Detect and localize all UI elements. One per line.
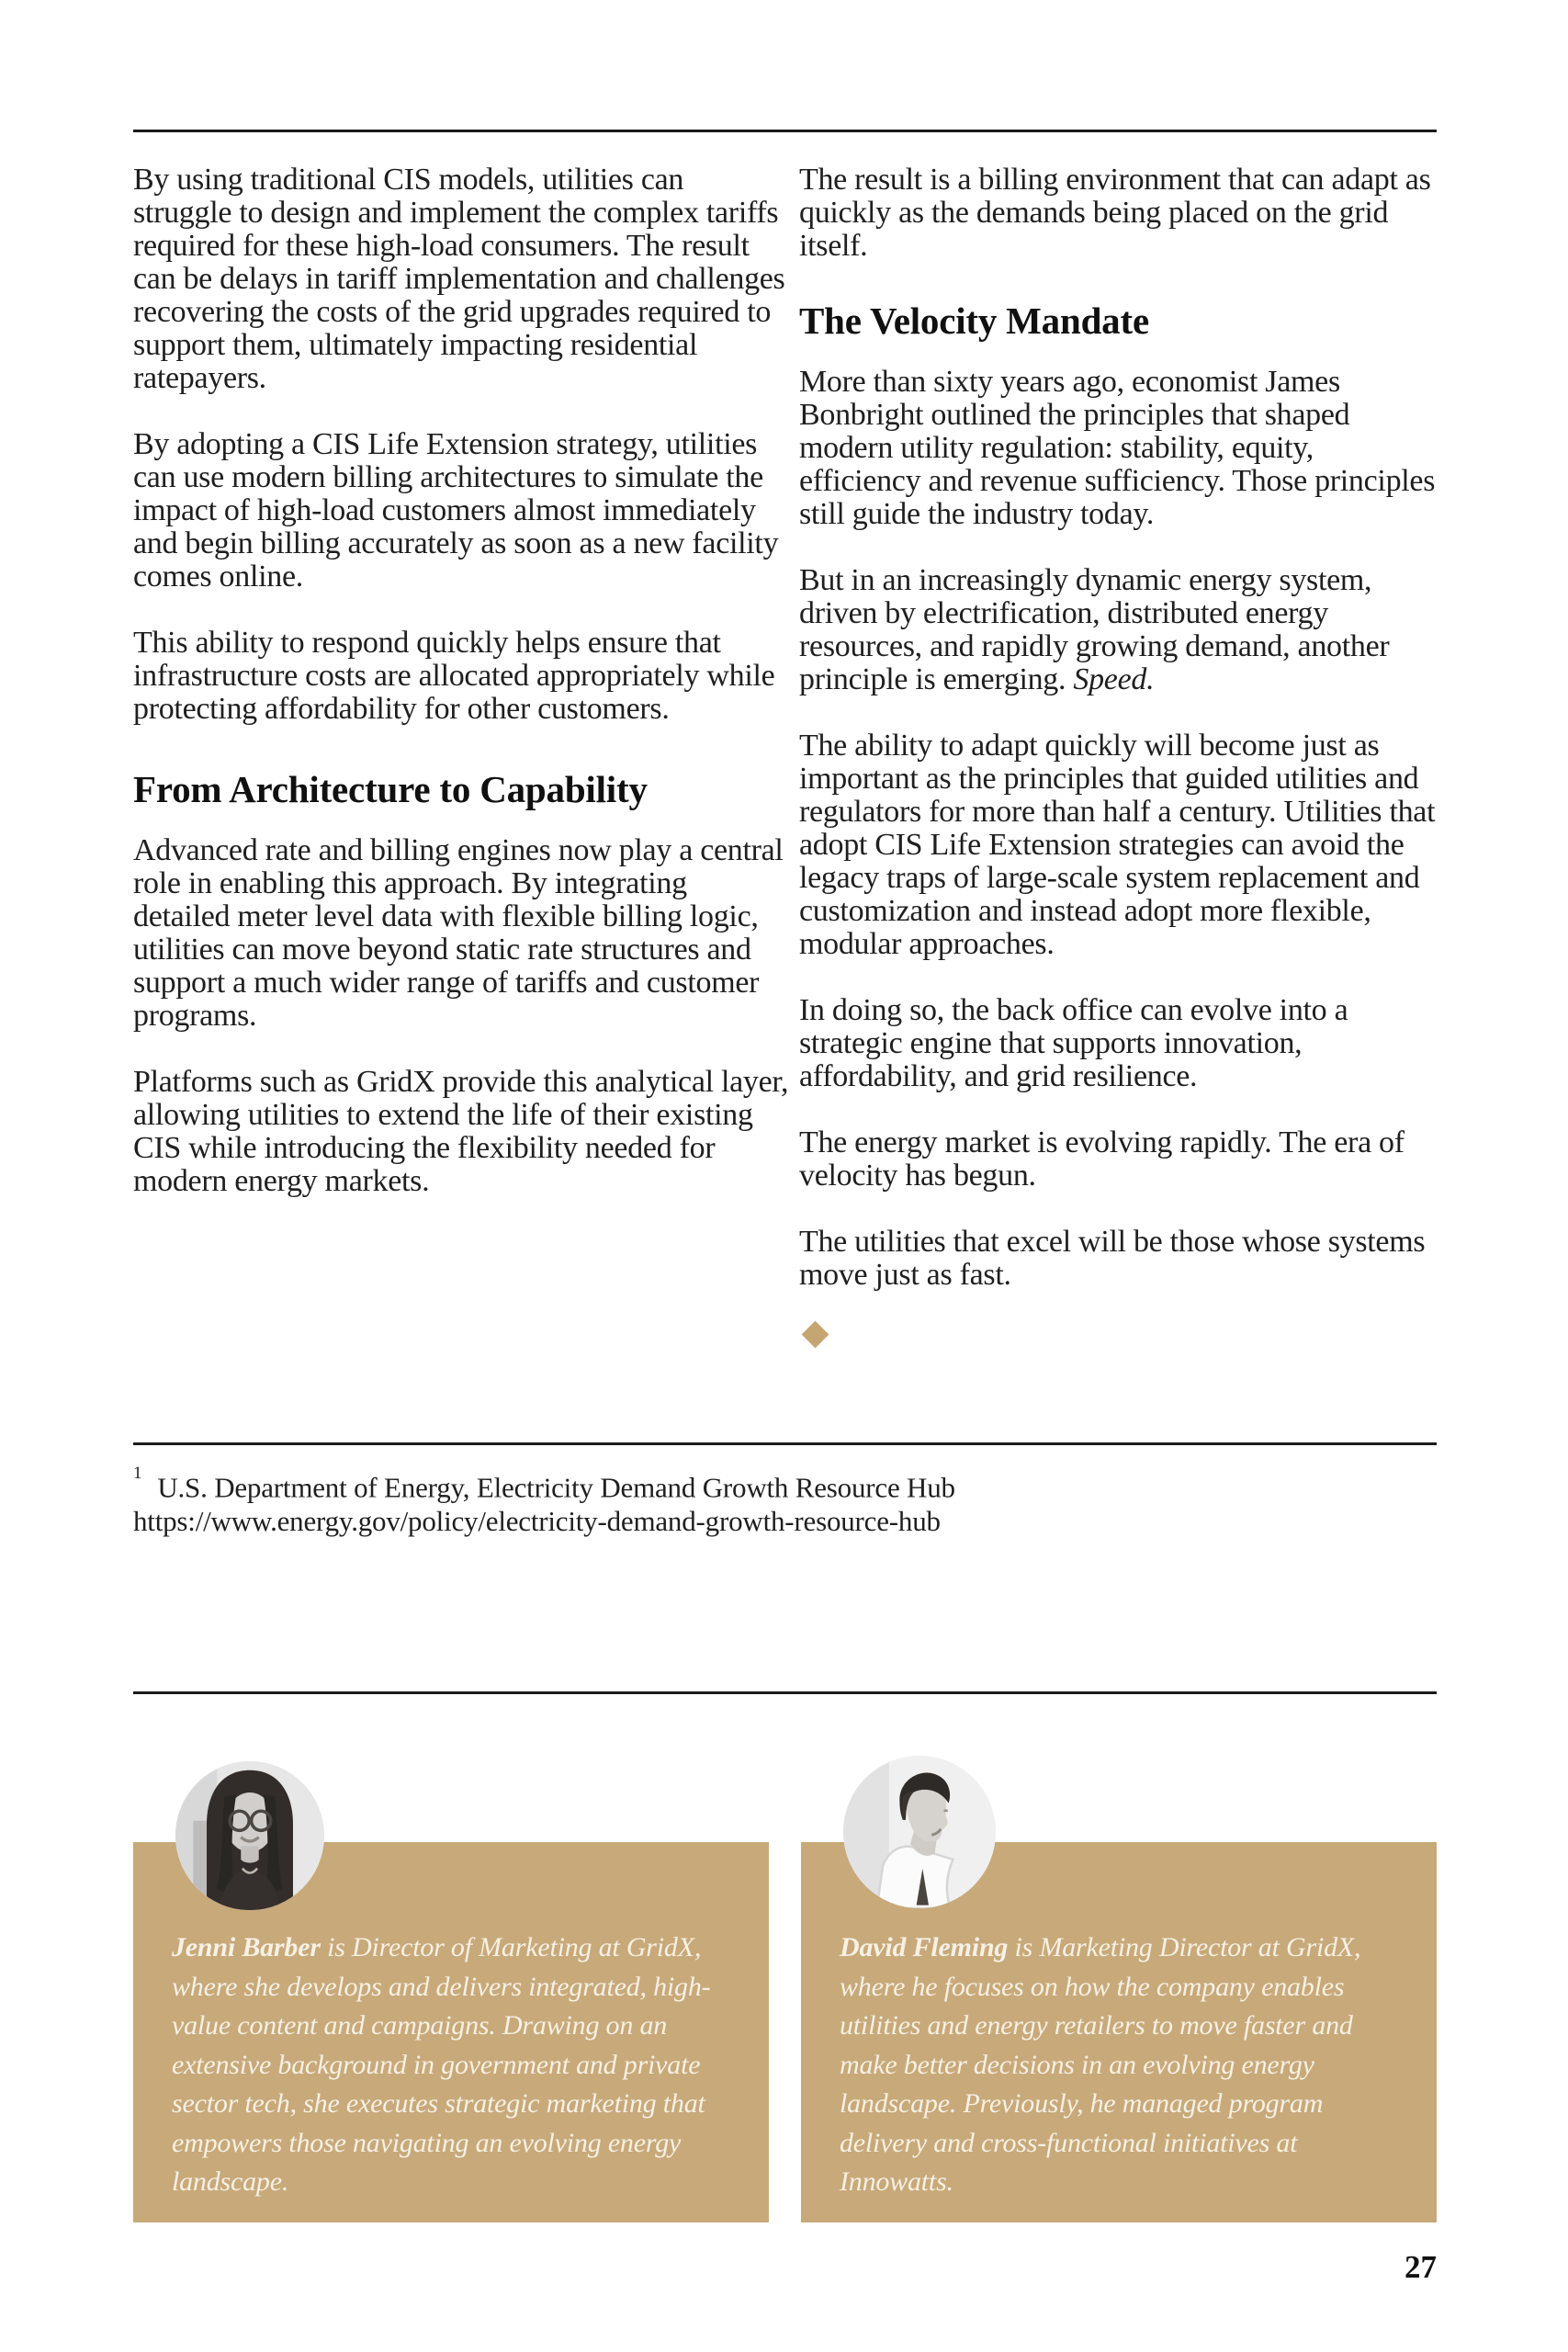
speed-emphasis: Speed. [1073,662,1155,696]
section-heading-architecture-to-capability: From Architecture to Capability [133,768,648,810]
body-paragraph: In doing so, the back office can evolve into a strategic engine that supports innovation, affordability, and grid resilience. [799,993,1348,1093]
body-paragraph: By adopting a CIS Life Extension strategy, utilities can use modern billing architectures to simulate the impact of high-load customers almost immediately and begin billing accurately as soon as a new facility comes online. [133,427,779,594]
body-paragraph: The result is a billing environment that can adapt as quickly as the demands being placed on the grid itself. [799,163,1431,263]
top-divider-rule [133,130,1437,132]
section-heading-velocity-mandate: The Velocity Mandate [799,300,1149,342]
body-paragraph: This ability to respond quickly helps ensure that infrastructure costs are allocated appropriately while protecting affordability for other customers. [133,626,775,726]
footnote-divider-rule [133,1442,1437,1445]
footnote-marker: 1 [133,1464,142,1483]
page-number: 27 [1404,2249,1437,2285]
body-paragraph: More than sixty years ago, economist James Bonbright outlined the principles that shaped modern utility regulation: stability, equity, efficiency and revenue sufficiency. Those principles still guide the industry today. [799,365,1436,531]
right-text-column [799,164,1442,1344]
footnote-source: U.S. Department of Energy, Electricity Demand Growth Resource Hub [157,1471,955,1504]
footnote-url-link[interactable]: https://www.energy.gov/policy/electricity-demand-growth-resource-hub [133,1505,941,1538]
body-paragraph: The ability to adapt quickly will become just as important as the principles that guided utilities and regulators for more than half a century. Utilities that adopt CIS Life Extension strategies can avoid the legacy traps of large-scale system replacement and customization and instead adopt more flexible, modular approaches. [799,729,1436,961]
david-fleming-portrait-photo [843,1756,996,1908]
body-paragraph: The energy market is evolving rapidly. The era of velocity has begun. [799,1125,1404,1193]
male-portrait-illustration [843,1756,996,1908]
bio-description: is Director of Marketing at GridX, where she develops and delivers integrated, high-value content and campaigns. Drawing on an extensive background in government and private sector tech, she executes strategic marketing that empowers those navigating an evolving energy landscape. [172,1932,711,2197]
bio-card-jenni-barber [133,1842,769,2222]
paragraph-text: But in an increasingly dynamic energy system, driven by electrification, distributed energy resources, and rapidly growing demand, another principle is emerging. [799,563,1390,696]
body-paragraph: Advanced rate and billing engines now play a central role in enabling this approach. By integrating detailed meter level data with flexible billing logic, utilities can move beyond static rate structures and support a much wider range of tariffs and customer programs. [133,833,784,1033]
body-paragraph: Platforms such as GridX provide this analytical layer, allowing utilities to extend the life of their existing CIS while introducing the flexibility needed for modern energy markets. [133,1065,789,1198]
footnote [133,1464,1373,1538]
section-end-diamond-icon [802,1321,829,1349]
female-portrait-illustration [175,1761,324,1910]
bio-divider-rule [133,1691,1437,1694]
bio-name: David Fleming [840,1932,1009,1962]
body-paragraph: The utilities that excel will be those whose systems move just as fast. [799,1225,1426,1292]
bio-description: is Marketing Director at GridX, where he focuses on how the company enables utilities and energy retailers to move faster and make better decisions in an evolving energy landscape. Previously, he managed program delivery and cross-functional initiatives at Innowatts. [840,1932,1361,2197]
bio-name: Jenni Barber [172,1932,321,1962]
bio-card-david-fleming [801,1842,1437,2222]
jenni-barber-portrait-photo [175,1761,324,1910]
left-text-column [133,164,789,1231]
body-paragraph: By using traditional CIS models, utilities can struggle to design and implement the complex tariffs required for these high-load consumers. The result can be delays in tariff implementation and challenges recovering the costs of the grid upgrades required to support them, ultimately impacting residential ratepayers. [133,163,785,395]
body-paragraph [799,564,1442,696]
